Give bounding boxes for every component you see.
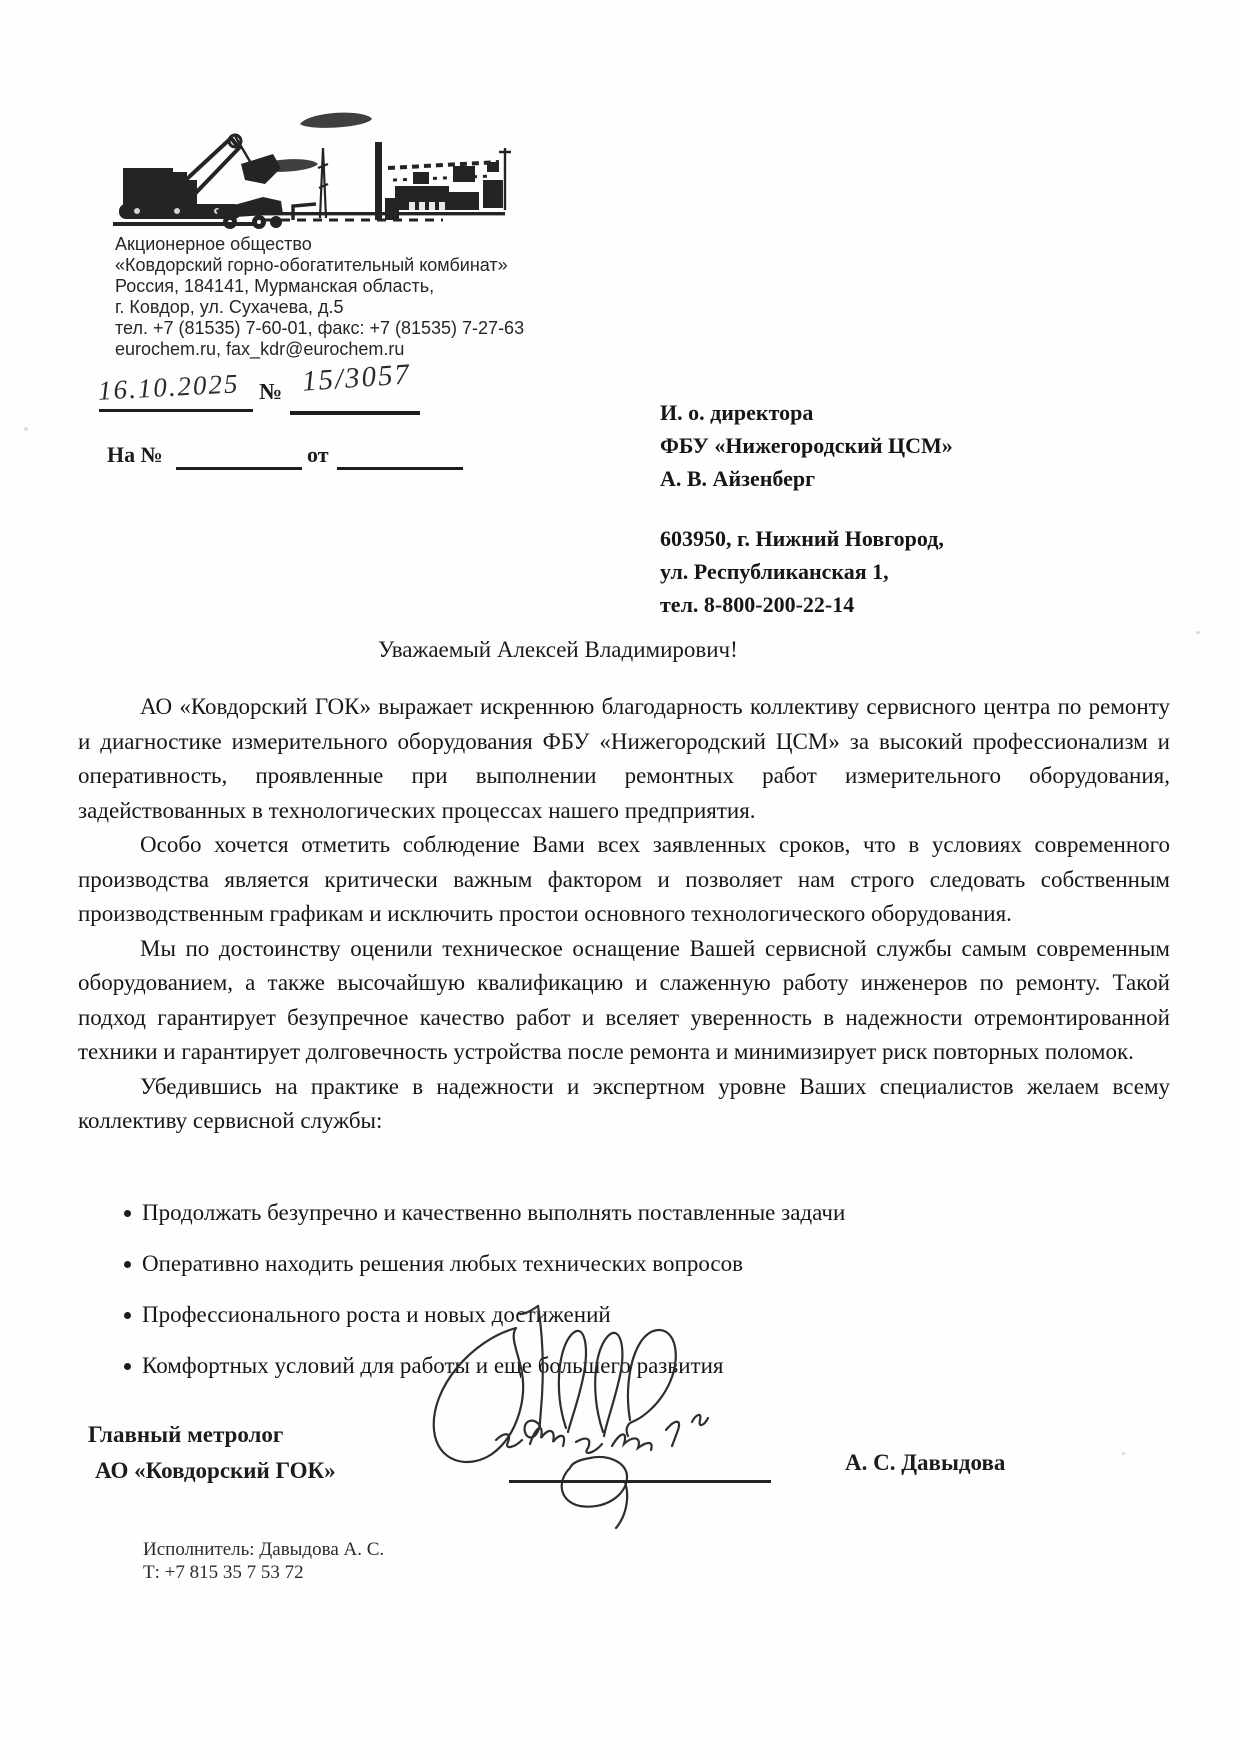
letterhead-phone-fax: тел. +7 (81535) 7-60-01, факс: +7 (81535) 7-27-63 <box>115 318 525 338</box>
wish-text: Оперативно находить решения любых технических вопросов <box>142 1251 743 1276</box>
recipient-postal-city: 603950, г. Нижний Новгород, <box>660 526 944 551</box>
wish-text: Профессионального роста и новых достижений <box>142 1302 611 1327</box>
letterhead-company-name: «Ковдорский горно-обогатительный комбинат» <box>115 255 508 275</box>
signer-position-line1: Главный метролог <box>88 1422 284 1447</box>
reply-from-label: от <box>307 442 329 467</box>
reply-to-number-label: На № <box>107 442 163 467</box>
number-sign-label: № <box>259 379 283 404</box>
paragraph-wishes-intro: Убедившись на практике в надежности и экспертном уровне Ваших специалистов желаем всему коллективу сервисной службы: <box>78 1073 1170 1133</box>
recipient-street: ул. Республиканская 1, <box>660 559 889 584</box>
recipient-name: А. В. Айзенберг <box>660 466 816 491</box>
salutation: Уважаемый Алексей Владимирович! <box>378 637 738 662</box>
letterhead-block <box>115 234 524 360</box>
paragraph-deadlines: Особо хочется отметить соблюдение Вами всех заявленных сроков, что в условиях современного производства является критически важным фактором и позволяет нам строго следовать собственным производственным графикам и исключить простои основного технологического оборудования. <box>78 832 1170 926</box>
scan-speck <box>24 427 28 431</box>
executor-phone: Т: +7 815 35 7 53 72 <box>143 1562 304 1583</box>
letter-body <box>78 690 1170 1139</box>
list-item <box>124 1249 1074 1279</box>
paragraph-equipment: Мы по достоинству оценили техническое оснащение Вашей сервисной службы самым современным оборудованием, а также высочайшую квалификацию и слаженную работу инженеров по ремонту. Такой подход гарантирует безупречное качество работ и вселяет уверенность в надежности отремонтированной техники и гарантирует долговечность устройства после ремонта и минимизирует риск повторных поломок. <box>78 935 1170 1064</box>
executor-block <box>143 1538 384 1584</box>
number-underline <box>290 411 420 415</box>
handwritten-signature <box>420 1300 720 1560</box>
recipient-phone: тел. 8-800-200-22-14 <box>660 592 855 617</box>
letterhead-web-email: eurochem.ru, fax_kdr@eurochem.ru <box>115 339 405 359</box>
bullet-icon <box>124 1261 131 1268</box>
signer-name: А. С. Давыдова <box>845 1450 1006 1475</box>
list-item <box>124 1198 1074 1228</box>
company-logo-icon <box>113 98 513 232</box>
bullet-icon <box>124 1210 131 1217</box>
signature-line <box>509 1480 771 1483</box>
reply-number-blank-underline <box>176 467 302 470</box>
scan-speck <box>1122 1452 1125 1455</box>
wish-text: Комфортных условий для работы и еще большего развития <box>142 1353 724 1378</box>
recipient-block <box>660 396 953 621</box>
reply-date-blank-underline <box>337 467 463 470</box>
scan-speck <box>1196 631 1200 634</box>
executor-name: Исполнитель: Давыдова А. С. <box>143 1539 385 1560</box>
letterhead-company-type: Акционерное общество <box>115 234 312 254</box>
date-underline <box>99 409 253 412</box>
recipient-position: И. о. директора <box>660 400 814 425</box>
signer-position-line2: АО «Ковдорский ГОК» <box>95 1458 336 1483</box>
bullet-icon <box>124 1312 131 1319</box>
bullet-icon <box>124 1363 131 1370</box>
paragraph-gratitude: АО «Ковдорский ГОК» выражает искреннюю благодарность коллективу сервисного центра по ремонту и диагностике измерительного оборудования ФБУ «Нижегородский ЦСМ» за высокий профессионализм и оперативность, проявленные при выполнении ремонтных работ измерительного оборудования, задействованных в технологических процессах нашего предприятия. <box>78 694 1170 823</box>
letterhead-address-1: Россия, 184141, Мурманская область, <box>115 276 435 296</box>
recipient-organization: ФБУ «Нижегородский ЦСМ» <box>660 433 953 458</box>
handwritten-outgoing-number: 15/3057 <box>300 358 413 398</box>
wish-text: Продолжать безупречно и качественно выполнять поставленные задачи <box>142 1200 846 1225</box>
letterhead-address-2: г. Ковдор, ул. Сухачева, д.5 <box>115 297 344 317</box>
handwritten-date: 16.10.2025 <box>97 368 241 406</box>
